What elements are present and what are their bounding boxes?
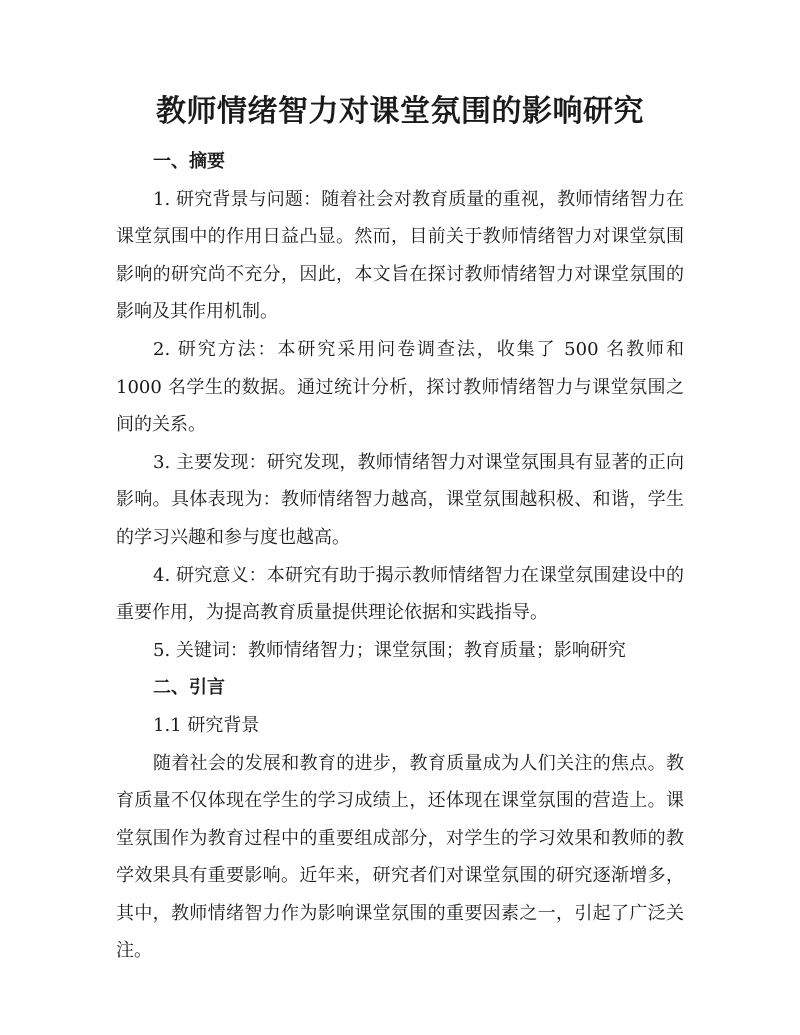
abstract-paragraph-method: 2. 研究方法：本研究采用问卷调查法，收集了 500 名教师和 1000 名学生的数据。通过统计分析，探讨教师情绪智力与课堂氛围之间的关系。 xyxy=(116,338,684,436)
introduction-paragraph: 随着社会的发展和教育的进步，教育质量成为人们关注的焦点。教育质量不仅体现在学生的学习成绩上，还体现在课堂氛围的营造上。课堂氛围作为教育过程中的重要组成部分，对学生的学习效果和教师的教学效果具有重要影响。近年来，研究者们对课堂氛围的研究逐渐增多，其中，教师情绪智力作为影响课堂氛围的重要因素之一，引起了广泛关注。 xyxy=(116,752,684,962)
section-heading-introduction: 二、引言 xyxy=(153,677,225,699)
abstract-paragraph-significance: 4. 研究意义：本研究有助于揭示教师情绪智力在课堂氛围建设中的重要作用，为提高教育质量提供理论依据和实践指导。 xyxy=(116,564,684,624)
section-heading-abstract: 一、摘要 xyxy=(153,151,225,172)
abstract-paragraph-findings: 3. 主要发现：研究发现，教师情绪智力对课堂氛围具有显著的正向影响。具体表现为：教师情绪智力越高，课堂氛围越积极、和谐，学生的学习兴趣和参与度也越高。 xyxy=(116,451,684,548)
subsection-heading-background: 1.1 研究背景 xyxy=(153,714,260,736)
abstract-paragraph-background: 1. 研究背景与问题：随着社会对教育质量的重视，教师情绪智力在课堂氛围中的作用日益凸显。然而，目前关于教师情绪智力对课堂氛围影响的研究尚不充分，因此，本文旨在探讨教师情绪智力对课堂氛围的影响及其作用机制。 xyxy=(116,188,684,323)
document-body xyxy=(116,143,684,970)
abstract-paragraph-keywords: 5. 关键词：教师情绪智力；课堂氛围；教育质量；影响研究 xyxy=(153,639,626,661)
document-title: 教师情绪智力对课堂氛围的影响研究 xyxy=(156,94,644,129)
